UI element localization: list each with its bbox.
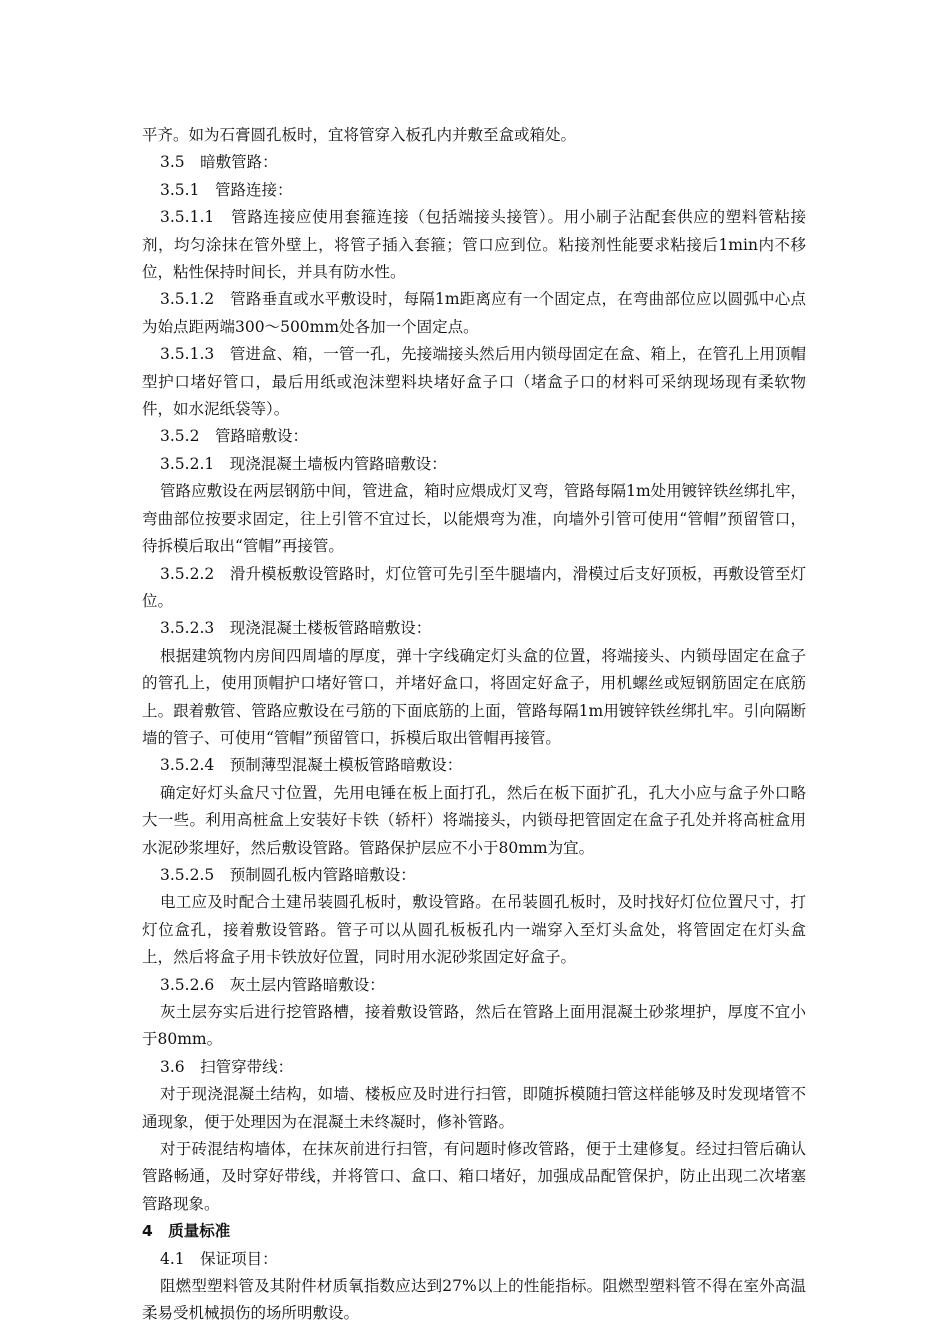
paragraph: 阻燃型塑料管及其附件材质氧指数应达到27%以上的性能指标。阻燃型塑料管不得在室外高温柔易受机械损伤的场所明敷设。	[142, 1277, 806, 1323]
section-heading-3-5-2: 3.5.2 管路暗敷设：	[160, 427, 308, 446]
paragraph: 确定好灯头盒尺寸位置，先用电锤在板上面打孔，然后在板下面扩孔，孔大小应与盒子外口略大一些。利用高桩盒上安装好卡铁（轿杆）将端接头，内锁母把管固定在盒子孔处并将高桩盒用水泥砂浆埋好，然后敷设管路。管路保护层应不小于80mm为宜。	[142, 783, 806, 857]
section-heading-3-5-2-1: 3.5.2.1 现浇混凝土墙板内管路暗敷设：	[160, 454, 447, 473]
paragraph: 灰土层夯实后进行挖管路槽，接着敷设管路，然后在管路上面用混凝土砂浆埋护，厚度不宜小于80mm。	[142, 1003, 806, 1049]
section-heading-3-5: 3.5 暗敷管路：	[160, 153, 278, 172]
section-heading-3-5-2-3: 3.5.2.3 现浇混凝土楼板管路暗敷设：	[160, 619, 432, 638]
section-heading-3-5-1: 3.5.1 管路连接：	[160, 180, 293, 199]
chapter-heading-4: 4 质量标准	[142, 1222, 231, 1241]
paragraph: 管路应敷设在两层钢筋中间，管进盒，箱时应煨成灯叉弯，管路每隔1m处用镀锌铁丝绑扎牢，弯曲部位按要求固定，往上引管不宜过长，以能煨弯为准，向墙外引管可使用“管帽”预留管口，待拆模后取出“管帽”再接管。	[142, 482, 806, 556]
paragraph: 电工应及时配合土建吊装圆孔板时，敷设管路。在吊装圆孔板时，及时找好灯位位置尺寸，打灯位盒孔，接着敷设管路。管子可以从圆孔板板孔内一端穿入至灯头盒处，将管固定在灯头盒上，然后将盒子用卡铁放好位置，同时用水泥砂浆固定好盒子。	[142, 893, 806, 967]
section-heading-3-5-2-4: 3.5.2.4 预制薄型混凝土模板管路暗敷设：	[160, 756, 463, 775]
paragraph-3-5-1-1: 3.5.1.1 管路连接应使用套箍连接（包括端接头接管）。用小刷子沾配套供应的塑料管粘接剂，均匀涂抹在管外壁上，将管子插入套箍；管口应到位。粘接剂性能要求粘接后1min内不移位，粘性保持时间长，并具有防水性。	[142, 208, 806, 282]
paragraph-3-5-1-2: 3.5.1.2 管路垂直或水平敷设时，每隔1m距离应有一个固定点，在弯曲部位应以圆弧中心点为始点距两端300～500mm处各加一个固定点。	[142, 290, 806, 336]
paragraph: 根据建筑物内房间四周墙的厚度，弹十字线确定灯头盒的位置，将端接头、内锁母固定在盒子的管孔上，使用顶帽护口堵好管口，并堵好盒口，将固定好盒子，用机螺丝或短钢筋固定在底筋上。跟着敷管、管路应敷设在弓筋的下面底筋的上面，管路每隔1m用镀锌铁丝绑扎牢。引向隔断墙的管子、可使用“管帽”预留管口，拆模后取出管帽再接管。	[142, 646, 806, 747]
paragraph-3-5-1-3: 3.5.1.3 管进盒、箱，一管一孔，先接端接头然后用内锁母固定在盒、箱上，在管孔上用顶帽型护口堵好管口，最后用纸或泡沫塑料块堵好盒子口（堵盒子口的材料可采纳现场现有柔软物件，如水泥纸袋等）。	[142, 345, 806, 419]
section-heading-3-6: 3.6 扫管穿带线：	[160, 1057, 294, 1076]
paragraph: 对于砖混结构墙体，在抹灰前进行扫管，有问题时修改管路，便于土建修复。经过扫管后确认管路畅通，及时穿好带线，并将管口、盒口、箱口堵好，加强成品配管保护，防止出现二次堵塞管路现象。	[142, 1140, 806, 1213]
paragraph: 平齐。如为石膏圆孔板时，宜将管穿入板孔内并敷至盒或箱处。	[142, 126, 577, 144]
section-heading-3-5-2-5: 3.5.2.5 预制圆孔板内管路暗敷设：	[160, 865, 416, 884]
paragraph-3-5-2-2: 3.5.2.2 滑升模板敷设管路时，灯位管可先引至牛腿墙内，滑模过后支好顶板，再敷设管至灯位。	[142, 564, 806, 610]
document-body	[142, 122, 806, 1328]
section-heading-4-1: 4.1 保证项目：	[160, 1249, 278, 1268]
section-heading-3-5-2-6: 3.5.2.6 灰土层内管路暗敷设：	[160, 975, 385, 994]
paragraph: 对于现浇混凝土结构，如墙、楼板应及时进行扫管，即随拆模随扫管这样能够及时发现堵管不通现象，便于处理因为在混凝土未终凝时，修补管路。	[142, 1085, 806, 1131]
